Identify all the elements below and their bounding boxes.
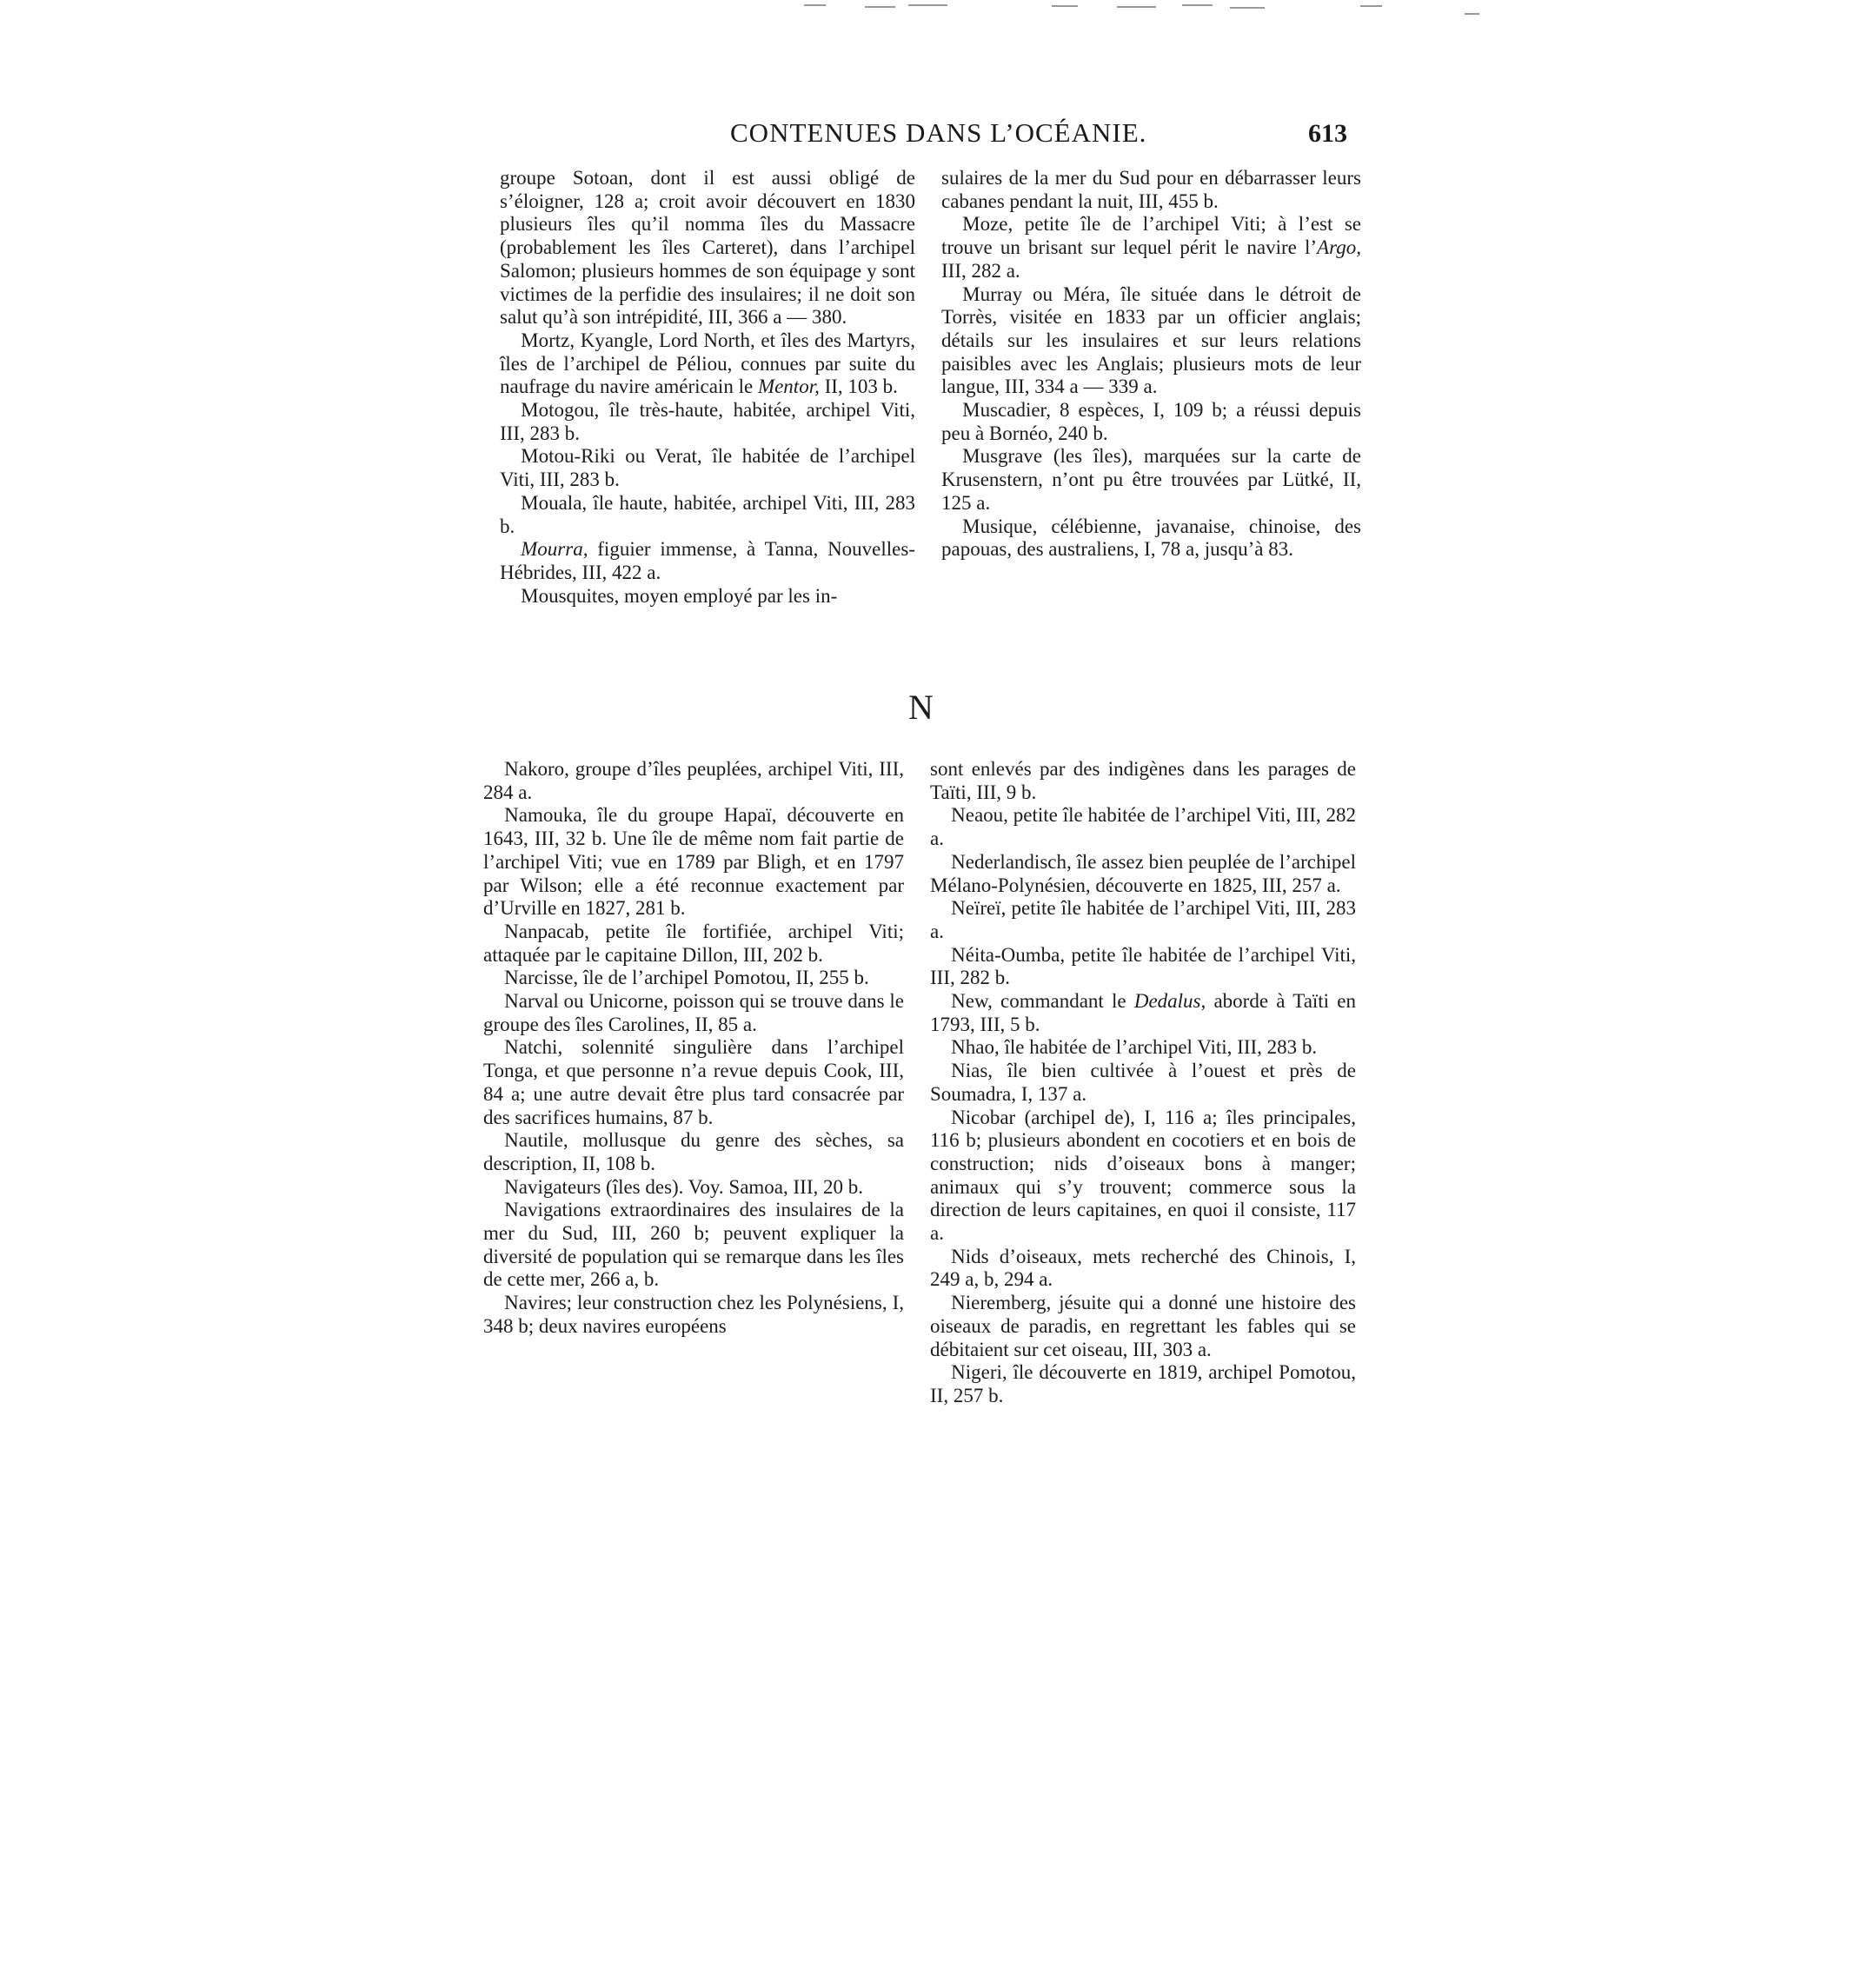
index-entry	[930, 1060, 1356, 1106]
index-entry	[500, 585, 915, 608]
entry-text: Néita-Oumba, petite île habitée de l’archipel Viti, III, 282 b.	[930, 943, 1356, 989]
entry-text: Narval ou Unicorne, poisson qui se trouve dans le groupe des îles Carolines, II, 85 a.	[483, 990, 904, 1035]
index-entry	[930, 1036, 1356, 1060]
entry-text: Mouala, île haute, habitée, archipel Viti, III, 283 b.	[500, 491, 915, 537]
entry-italic: Dedalus,	[1133, 990, 1206, 1013]
index-entry	[930, 1361, 1356, 1407]
index-entry	[941, 167, 1361, 213]
section-letter: N	[908, 688, 934, 727]
index-entry	[483, 1129, 904, 1175]
index-entry	[930, 1246, 1356, 1292]
entry-text: Nhao, île habitée de l’archipel Viti, III, 283 b.	[951, 1036, 1318, 1059]
index-entry	[483, 990, 904, 1036]
index-entry	[500, 399, 915, 445]
scan-edge-specks	[0, 0, 1854, 26]
entry-tail: figuier immense, à Tanna, Nouvelles-Hébrides, III, 422 a.	[500, 538, 915, 583]
entry-text: Mortz, Kyangle, Lord North, et îles des Martyrs, îles de l’archipel de Péliou, connues par suite du naufrage du navire américain le	[500, 329, 915, 398]
index-entry	[930, 1292, 1356, 1361]
index-entry	[941, 283, 1361, 400]
index-entry	[500, 329, 915, 399]
entry-italic: Mentor,	[757, 376, 820, 398]
entry-text: Musique, célébienne, javanaise, chinoise, des papouas, des australiens, I, 78 a, jusqu’à 83.	[941, 515, 1361, 561]
index-entry	[483, 1292, 904, 1338]
index-entry	[500, 538, 915, 584]
entry-tail: aborde à Taïti en 1793, III, 5 b.	[930, 990, 1356, 1035]
page-number: 613	[1308, 119, 1347, 148]
entry-text: Musgrave (les îles), marquées sur la carte de Krusenstern, n’ont pu être trouvées par Lütké, II, 125 a.	[941, 445, 1361, 514]
index-entry	[483, 1036, 904, 1129]
entry-italic: Argo,	[1317, 236, 1361, 259]
index-entry	[483, 758, 904, 804]
index-entry	[941, 213, 1361, 283]
index-entry	[930, 1107, 1356, 1246]
entry-text: Nieremberg, jésuite qui a donné une histoire des oiseaux de paradis, en regrettant les fables qui se débitaient sur cet oiseau, III, 303 a.	[930, 1292, 1356, 1360]
index-column-n-right	[930, 758, 1356, 1408]
running-title: CONTENUES DANS L’OCÉANIE.	[730, 117, 1147, 148]
index-entry	[930, 990, 1356, 1036]
entry-text: sont enlevés par des indigènes dans les parages de Taïti, III, 9 b.	[930, 758, 1356, 803]
entry-text: Nanpacab, petite île fortifiée, archipel Viti; attaquée par le capitaine Dillon, III, 202 b.	[483, 920, 904, 966]
entry-text: Nederlandisch, île assez bien peuplée de l’archipel Mélano-Polynésien, découverte en 1825, III, 257 a.	[930, 850, 1356, 896]
index-entry	[930, 804, 1356, 850]
index-entry	[500, 167, 915, 329]
entry-text: Muscadier, 8 espèces, I, 109 b; a réussi depuis peu à Bornéo, 240 b.	[941, 399, 1361, 444]
entry-text: Murray ou Méra, île située dans le détroit de Torrès, visitée en 1833 par un officier anglais; détails sur les insulaires et sur leurs relations paisibles avec les Anglais; plusieurs mots de leur langue, III, 334 a — 339 a.	[941, 283, 1361, 398]
index-entry	[483, 1176, 904, 1200]
entry-text: Narcisse, île de l’archipel Pomotou, II, 255 b.	[504, 967, 869, 989]
entry-italic: Mourra,	[521, 538, 588, 561]
index-column-n-left	[483, 758, 904, 1339]
index-entry	[483, 967, 904, 990]
index-entry	[941, 515, 1361, 562]
index-entry	[500, 445, 915, 491]
entry-text: sulaires de la mer du Sud pour en débarrasser leurs cabanes pendant la nuit, III, 455 b.	[941, 167, 1361, 212]
entry-text: Namouka, île du groupe Hapaï, découverte en 1643, III, 32 b. Une île de même nom fait partie de l’archipel Viti; vue en 1789 par Bligh, et en 1797 par Wilson; elle a été reconnue exactement par d’Urville en 1827, 281 b.	[483, 804, 904, 920]
entry-text: Moze, petite île de l’archipel Viti; à l’est se trouve un brisant sur lequel périt le navire l’	[941, 213, 1361, 259]
entry-text: Natchi, solennité singulière dans l’archipel Tonga, et que personne n’a revue depuis Cook, III, 84 a; une autre devait être plus tard consacrée par des sacrifices humains, 87 b.	[483, 1036, 904, 1128]
index-entry	[483, 804, 904, 921]
entry-tail: III, 282 a.	[941, 259, 1020, 282]
entry-text: Nias, île bien cultivée à l’ouest et près de Soumadra, I, 137 a.	[930, 1060, 1356, 1105]
entry-text: Mousquites, moyen employé par les in-	[521, 584, 838, 607]
index-column-m-right	[941, 167, 1361, 562]
page-header	[487, 117, 1347, 161]
index-entry	[941, 445, 1361, 515]
entry-text: Nicobar (archipel de), I, 116 a; îles principales, 116 b; plusieurs abondent en cocotiers et en bois de construction; nids d’oiseaux bons à manger; animaux qui s’y trouvent; commerce sous la direction de leurs capitaines, en quoi il consiste, 117 a.	[930, 1106, 1356, 1245]
entry-text: Nigeri, île découverte en 1819, archipel Pomotou, II, 257 b.	[930, 1361, 1356, 1406]
index-entry	[941, 399, 1361, 445]
entry-text: Neaou, petite île habitée de l’archipel Viti, III, 282 a.	[930, 804, 1356, 850]
index-entry	[930, 897, 1356, 943]
entry-tail: II, 103 b.	[819, 376, 898, 398]
index-entry	[930, 944, 1356, 990]
entry-text: Nids d’oiseaux, mets recherché des Chinois, I, 249 a, b, 294 a.	[930, 1245, 1356, 1291]
index-entry	[483, 921, 904, 967]
entry-text: Navires; leur construction chez les Polynésiens, I, 348 b; deux navires européens	[483, 1292, 904, 1337]
entry-text: Navigations extraordinaires des insulaires de la mer du Sud, III, 260 b; peuvent expliquer la diversité de population qui se remarque dans les îles de cette mer, 266 a, b.	[483, 1199, 904, 1291]
index-entry	[483, 1199, 904, 1292]
index-column-m-left	[500, 167, 915, 608]
entry-text: Nakoro, groupe d’îles peuplées, archipel Viti, III, 284 a.	[483, 758, 904, 803]
entry-text: Neïreï, petite île habitée de l’archipel Viti, III, 283 a.	[930, 897, 1356, 942]
entry-text: groupe Sotoan, dont il est aussi obligé de s’éloigner, 128 a; croit avoir découvert en 1830 plusieurs îles qu’il nomma îles du Massacre (probablement les îles Carteret), dans l’archipel Salomon; plusieurs hommes de son équipage y sont victimes de la perfidie des insulaires; il ne doit son salut qu’à son intrépidité, III, 366 a — 380.	[500, 167, 915, 329]
entry-text: Navigateurs (îles des). Voy. Samoa, III, 20 b.	[504, 1175, 863, 1198]
index-entry	[500, 492, 915, 538]
entry-text: New, commandant le	[951, 990, 1134, 1013]
entry-text: Motogou, île très-haute, habitée, archipel Viti, III, 283 b.	[500, 399, 915, 444]
index-entry	[930, 758, 1356, 804]
index-entry	[930, 851, 1356, 897]
entry-text: Motou-Riki ou Verat, île habitée de l’archipel Viti, III, 283 b.	[500, 445, 915, 491]
entry-text: Nautile, mollusque du genre des sèches, sa description, II, 108 b.	[483, 1129, 904, 1174]
